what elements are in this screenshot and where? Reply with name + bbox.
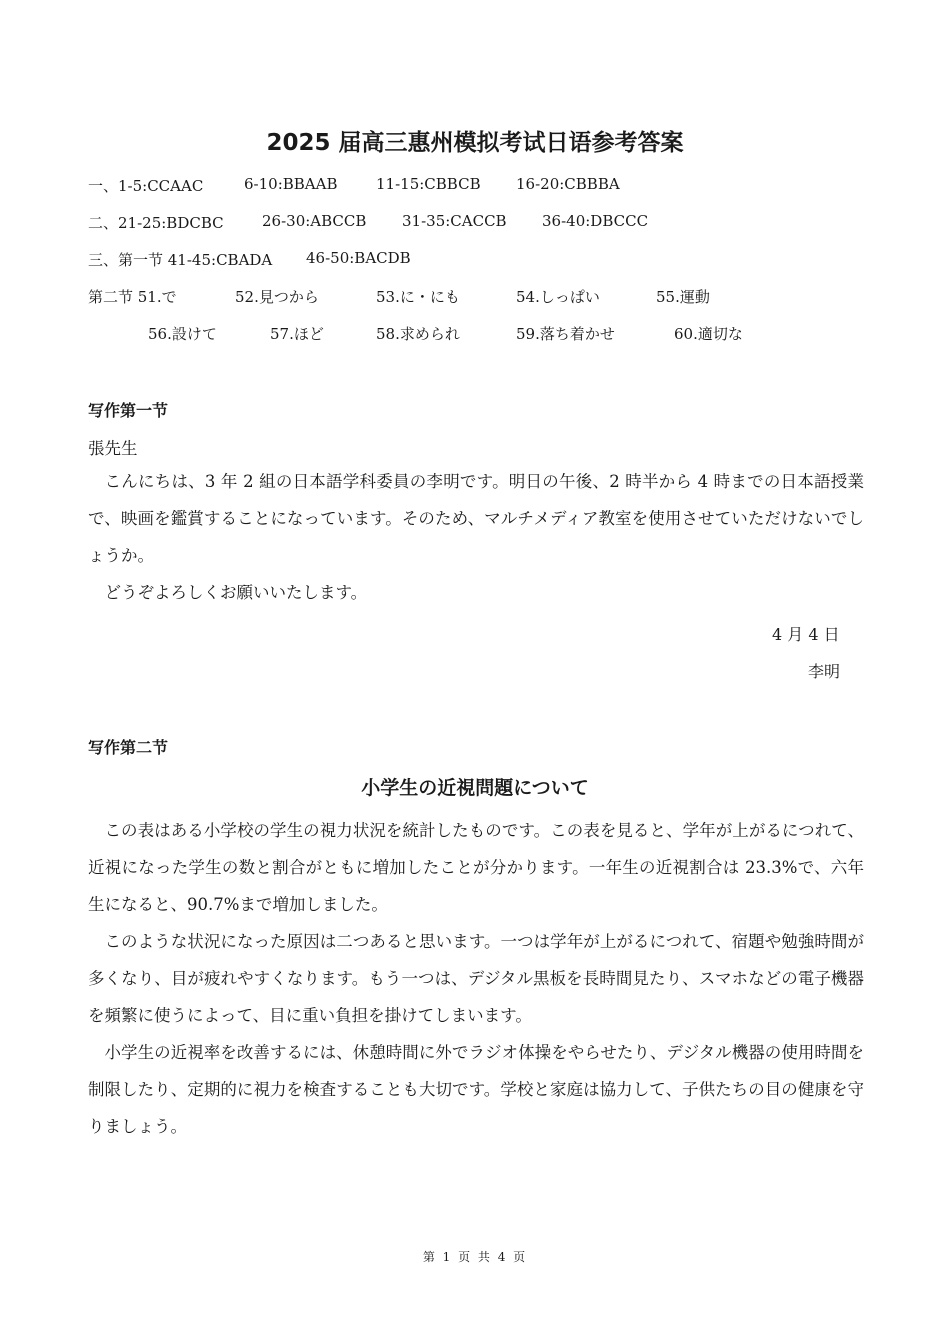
- answer-group: 53.に・にも: [376, 288, 460, 306]
- answer-group: 26-30:ABCCB: [262, 212, 367, 230]
- answer-group: 11-15:CBBCB: [376, 175, 481, 193]
- letter-body: [88, 463, 864, 611]
- essay-body: [88, 812, 864, 1145]
- answer-group: 一、1-5:CCAAC: [88, 177, 204, 195]
- answer-group: 56.設けて: [148, 325, 217, 343]
- answer-group: 46-50:BACDB: [306, 249, 411, 267]
- answer-group: 54.しっぱい: [516, 288, 600, 306]
- answer-group: 31-35:CACCB: [402, 212, 507, 230]
- answer-group: 57.ほど: [270, 325, 324, 343]
- essay-paragraph: このような状況になった原因は二つあると思います。一つは学年が上がるにつれて、宿題や勉強時間が多くなり、目が疲れやすくなります。もう一つは、デジタル黒板を長時間見たり、スマホなどの電子機器を頻繁に使うによって、目に重い負担を掛けてしまいます。: [88, 932, 864, 1025]
- answer-group: 55.運動: [656, 288, 710, 306]
- letter-paragraph: どうぞよろしくお願いいたします。: [104, 583, 368, 602]
- document-title: 2025 届高三惠州模拟考试日语参考答案: [266, 130, 684, 156]
- answer-group: 二、21-25:BDCBC: [88, 214, 224, 232]
- answer-group: 16-20:CBBBA: [516, 175, 620, 193]
- letter-signature: 李明: [808, 662, 841, 681]
- letter-paragraph: こんにちは、3 年 2 組の日本語学科委員の李明です。明日の午後、2 時半から 4 時までの日本語授業で、映画を鑑賞することになっています。そのため、マルチメディア教室を使用させていただけないでしょうか。: [88, 472, 864, 565]
- answer-group: 6-10:BBAAB: [244, 175, 338, 193]
- writing-2-heading: 写作第二节: [88, 738, 169, 757]
- salutation: 張先生: [88, 439, 138, 458]
- essay-paragraph: 小学生の近視率を改善するには、休憩時間に外でラジオ体操をやらせたり、デジタル機器の使用時間を制限したり、定期的に視力を検査することも大切です。学校と家庭は協力して、子供たちの目の健康を守りましょう。: [88, 1043, 864, 1136]
- letter-date: 4 月 4 日: [772, 625, 840, 644]
- answer-group: 58.求められ: [376, 325, 460, 343]
- answer-group: 52.見つから: [235, 288, 319, 306]
- answer-group: 59.落ち着かせ: [516, 325, 615, 343]
- answer-group: 36-40:DBCCC: [542, 212, 649, 230]
- writing-1-heading: 写作第一节: [88, 401, 169, 420]
- essay-title: 小学生の近視問題について: [361, 777, 589, 799]
- essay-paragraph: この表はある小学校の学生の視力状況を統計したものです。この表を見ると、学年が上がるにつれて、近視になった学生の数と割合がともに増加したことが分かります。一年生の近視割合は 23.3%で、六年生になると、90.7%まで増加しました。: [88, 821, 864, 914]
- page-footer: 第 1 页 共 4 页: [422, 1250, 528, 1264]
- answer-group: 第二节 51.で: [88, 288, 177, 306]
- answer-group: 60.適切な: [674, 325, 743, 343]
- answer-group: 三、第一节 41-45:CBADA: [88, 251, 273, 269]
